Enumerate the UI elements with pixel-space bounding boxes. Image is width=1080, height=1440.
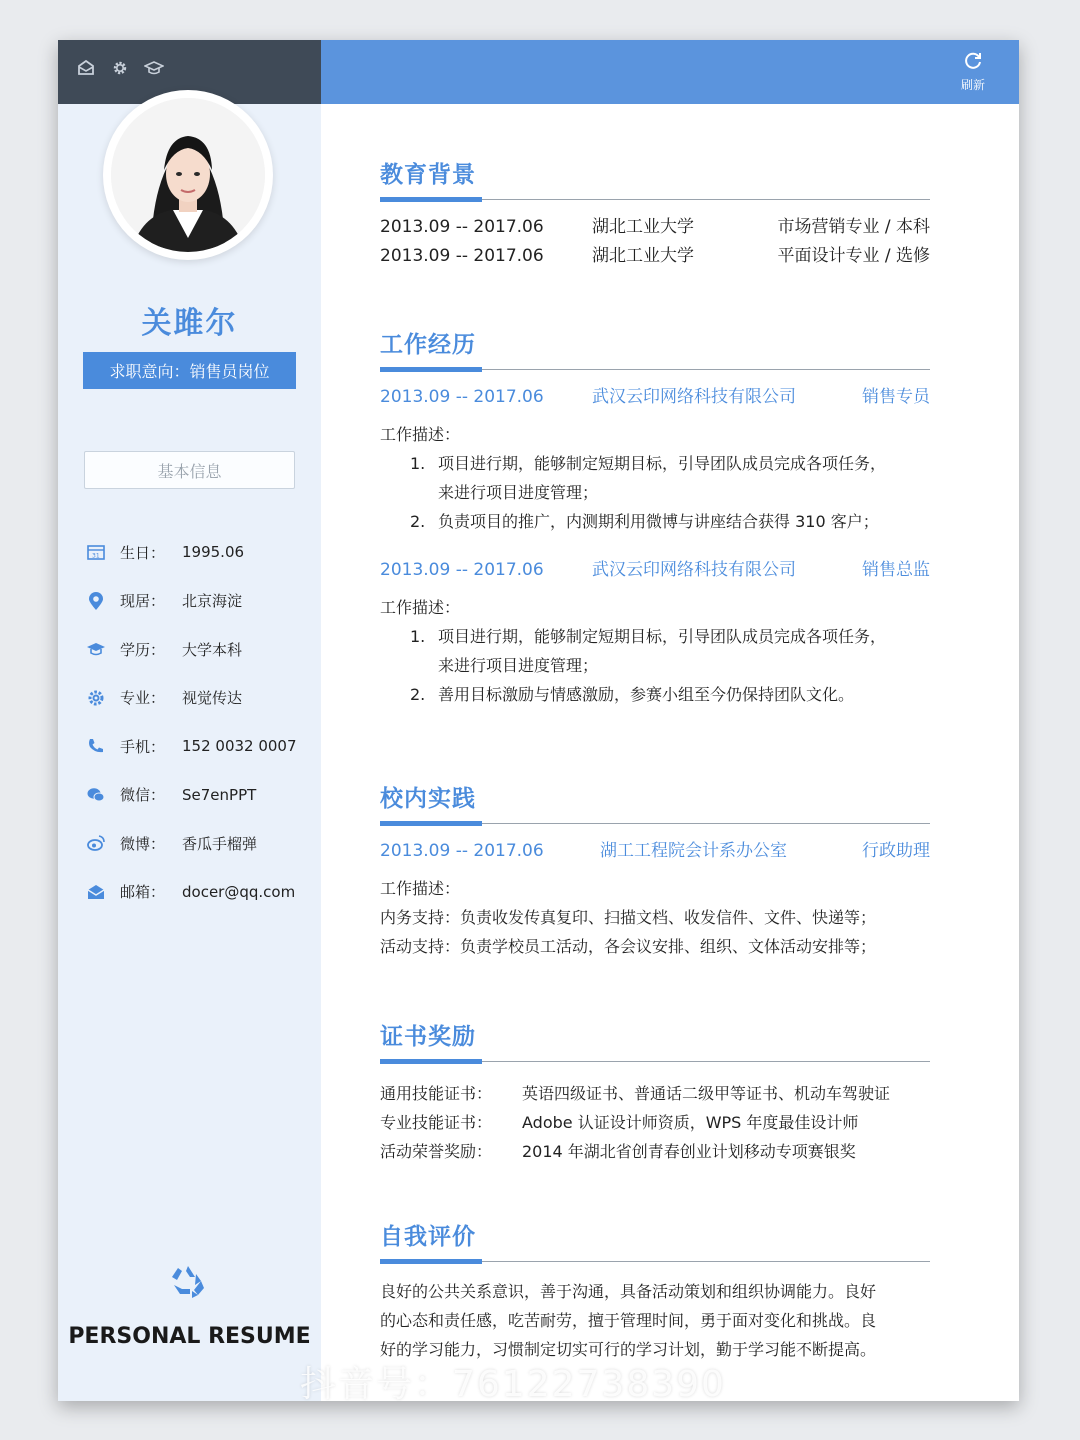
calendar-icon xyxy=(86,542,106,562)
section-rule xyxy=(380,367,930,373)
edu-school: 湖北工业大学 xyxy=(592,246,694,266)
watermark: 抖音号：76122738390 xyxy=(300,1364,726,1405)
job-entry xyxy=(380,383,930,536)
section-self-evaluation xyxy=(380,1218,930,1364)
recycle-icon xyxy=(168,1262,208,1302)
list-text: 来进行项目进度管理； xyxy=(438,656,599,675)
list-text: 来进行项目进度管理； xyxy=(438,483,599,502)
list-text: 项目进行期，能够制定短期目标，引导团队成员完成各项任务， xyxy=(438,454,887,473)
paragraph-line: 良好的公共关系意识，善于沟通，具备活动策划和组织协调能力。良好 xyxy=(380,1282,877,1301)
paragraph-line: 的心态和责任感，吃苦耐劳，擅于管理时间，勇于面对变化和挑战。良 xyxy=(380,1311,877,1330)
edu-major: 平面设计专业 / 选修 xyxy=(777,246,930,266)
info-item-wechat xyxy=(86,771,316,820)
list-item xyxy=(380,449,930,507)
cert-key: 通用技能证书： xyxy=(380,1084,493,1103)
section-title: 证书奖励 xyxy=(380,1024,476,1050)
svg-text:31: 31 xyxy=(92,552,100,560)
education-row xyxy=(380,213,930,242)
edu-school: 湖北工业大学 xyxy=(592,217,694,237)
job-company: 武汉云印网络科技有限公司 xyxy=(592,387,796,407)
refresh-label: 刷新 xyxy=(960,78,985,92)
job-date: 2013.09 -- 2017.06 xyxy=(380,560,544,580)
info-value: 大学本科 xyxy=(182,640,243,659)
list-item xyxy=(380,507,930,536)
edu-date: 2013.09 -- 2017.06 xyxy=(380,217,544,237)
campus-role: 行政助理 xyxy=(862,841,930,861)
refresh-button[interactable] xyxy=(953,50,993,93)
section-certificates xyxy=(380,1018,930,1166)
list-text: 善用目标激励与情感激励，参赛小组至今仍保持团队文化。 xyxy=(438,685,855,704)
campus-header xyxy=(380,837,930,866)
info-item-birthday xyxy=(86,528,316,577)
list-number: 2. xyxy=(410,512,426,531)
gear-icon xyxy=(86,688,106,708)
info-label: 生日： xyxy=(120,543,166,562)
cert-key: 专业技能证书： xyxy=(380,1113,493,1132)
info-item-email xyxy=(86,868,316,917)
info-value: 北京海淀 xyxy=(182,592,243,611)
basic-info-list xyxy=(86,528,316,916)
job-header xyxy=(380,383,930,412)
cert-row xyxy=(380,1137,930,1166)
job-date: 2013.09 -- 2017.06 xyxy=(380,387,544,407)
avatar xyxy=(111,98,265,252)
sidebar xyxy=(58,40,321,1401)
info-value: 视觉传达 xyxy=(182,689,243,708)
info-label: 手机： xyxy=(120,737,166,756)
list-item xyxy=(380,622,930,680)
candidate-name: 关雎尔 xyxy=(141,306,238,341)
section-title: 教育背景 xyxy=(380,162,476,188)
info-value: Se7enPPT xyxy=(182,785,257,804)
gear-icon[interactable] xyxy=(110,58,130,78)
campus-desc-label: 工作描述： xyxy=(380,879,461,898)
avatar-frame xyxy=(103,90,273,260)
refresh-icon xyxy=(962,50,984,72)
weibo-icon xyxy=(86,833,106,853)
campus-org: 湖工工程院会计系办公室 xyxy=(600,841,787,861)
section-rule xyxy=(380,1259,930,1265)
info-item-residence xyxy=(86,577,316,626)
job-desc-label: 工作描述： xyxy=(380,598,461,617)
info-value: 1995.06 xyxy=(182,543,245,562)
info-label: 现居： xyxy=(120,592,166,611)
mail-open-icon[interactable] xyxy=(76,58,96,78)
cert-value: 英语四级证书、普通话二级甲等证书、机动车驾驶证 xyxy=(522,1084,891,1103)
section-rule xyxy=(380,821,930,827)
section-title: 自我评价 xyxy=(380,1224,476,1250)
graduation-cap-icon[interactable] xyxy=(144,58,164,78)
section-education xyxy=(380,156,930,271)
mail-icon xyxy=(86,882,106,902)
info-value: 香瓜手榴弹 xyxy=(182,834,258,853)
info-label: 微信： xyxy=(120,786,166,805)
info-item-weibo xyxy=(86,819,316,868)
campus-date: 2013.09 -- 2017.06 xyxy=(380,841,544,861)
edu-date: 2013.09 -- 2017.06 xyxy=(380,246,544,266)
job-desc-label: 工作描述： xyxy=(380,425,461,444)
info-label: 学历： xyxy=(120,640,166,659)
location-icon xyxy=(86,591,106,611)
job-intent-badge: 求职意向：销售员岗位 xyxy=(83,352,296,389)
list-number: 1. xyxy=(410,627,426,646)
job-role: 销售总监 xyxy=(862,560,930,580)
job-header xyxy=(380,556,930,585)
info-value: 152 0032 0007 xyxy=(182,737,297,756)
job-desc-list xyxy=(380,622,930,709)
campus-line: 活动支持：负责学校员工活动，各会议安排、组织、文体活动安排等； xyxy=(380,937,877,956)
header-bar xyxy=(321,40,1019,104)
section-title: 校内实践 xyxy=(380,786,476,812)
info-label: 微博： xyxy=(120,834,166,853)
job-desc-list xyxy=(380,449,930,536)
campus-line: 内务支持：负责收发传真复印、扫描文档、收发信件、文件、快递等； xyxy=(380,908,877,927)
cert-key: 活动荣誉奖励： xyxy=(380,1142,493,1161)
cert-value: 2014 年湖北省创青春创业计划移动专项赛银奖 xyxy=(522,1142,856,1161)
section-rule xyxy=(380,1059,930,1065)
job-role: 销售专员 xyxy=(862,387,930,407)
info-item-phone xyxy=(86,722,316,771)
phone-icon xyxy=(86,736,106,756)
list-item xyxy=(380,680,930,709)
info-item-major xyxy=(86,674,316,723)
section-campus xyxy=(380,780,930,961)
edu-major: 市场营销专业 / 本科 xyxy=(777,217,930,237)
self-evaluation-text xyxy=(380,1277,930,1364)
list-text: 项目进行期，能够制定短期目标，引导团队成员完成各项任务， xyxy=(438,627,887,646)
job-company: 武汉云印网络科技有限公司 xyxy=(592,560,796,580)
graduation-cap-icon xyxy=(86,639,106,659)
info-value: docer@qq.com xyxy=(182,882,296,901)
job-entry xyxy=(380,556,930,709)
info-label: 邮箱： xyxy=(120,883,166,902)
cert-value: Adobe 认证设计师资质，WPS 年度最佳设计师 xyxy=(522,1113,859,1132)
cert-row xyxy=(380,1108,930,1137)
section-title: 工作经历 xyxy=(380,332,476,358)
personal-resume-title: PERSONAL RESUME xyxy=(68,1324,311,1349)
section-rule xyxy=(380,197,930,203)
info-item-education xyxy=(86,625,316,674)
info-label: 专业： xyxy=(120,689,166,708)
wechat-icon xyxy=(86,785,106,805)
cert-row xyxy=(380,1079,930,1108)
education-row xyxy=(380,242,930,271)
section-work xyxy=(380,326,930,709)
list-number: 2. xyxy=(410,685,426,704)
list-number: 1. xyxy=(410,454,426,473)
basic-info-button[interactable]: 基本信息 xyxy=(84,451,295,489)
list-text: 负责项目的推广，内测期利用微博与讲座结合获得 310 客户； xyxy=(438,512,879,531)
paragraph-line: 好的学习能力，习惯制定切实可行的学习计划，勤于学习能不断提高。 xyxy=(380,1340,877,1359)
